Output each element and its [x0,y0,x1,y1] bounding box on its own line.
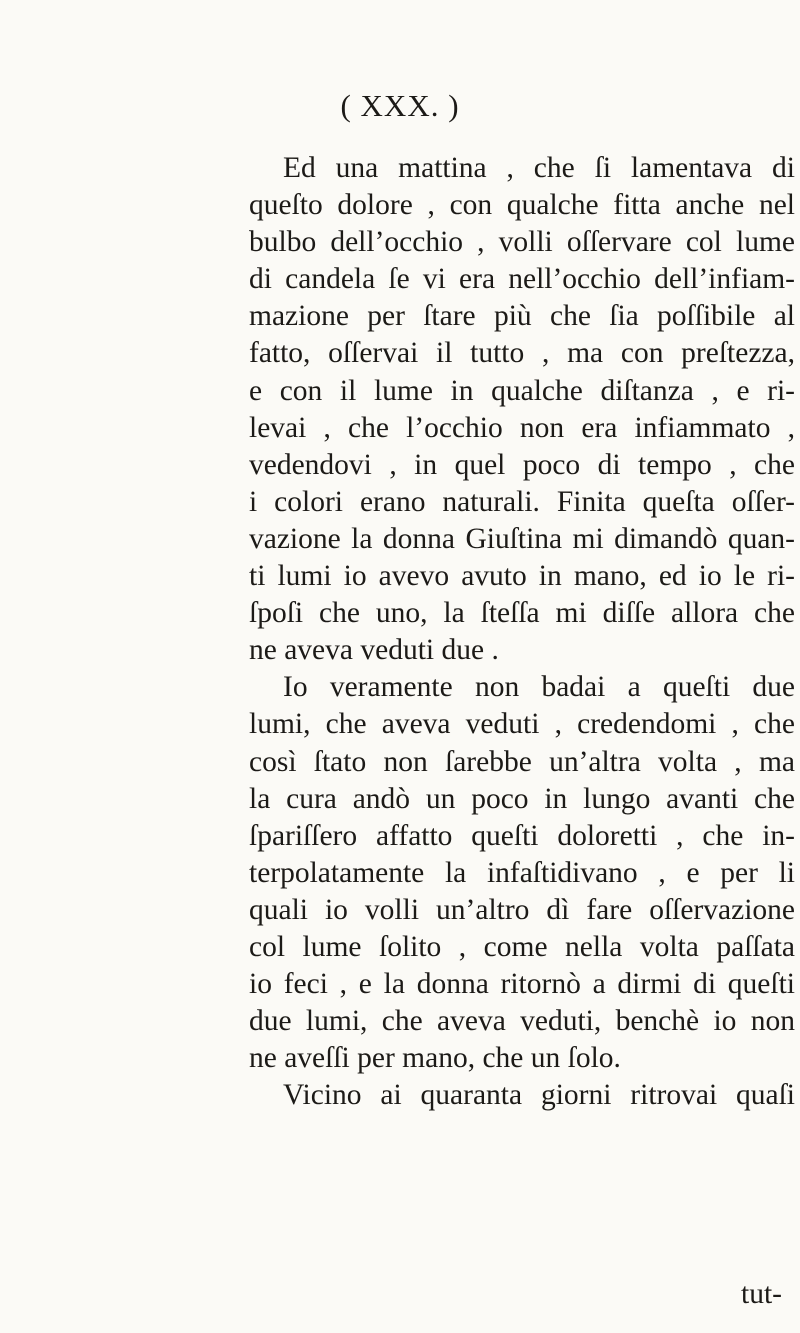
text-line: levai , che l’occhio non era infiammato , [249,411,795,444]
body-text [249,150,795,1114]
text-line: bulbo dell’occhio , volli oſſervare col lume [249,226,795,259]
text-line: terpolatamente la infaſtidivano , e per li [249,856,795,889]
text-line: col lume ſolito , come nella volta paſſata [249,930,795,963]
text-line: queſto dolore , con qualche fitta anche nel [249,189,795,222]
text-line: mazione per ſtare più che ſia poſſibile al [249,300,795,333]
text-line: ti lumi io avevo avuto in mano, ed io le ri- [249,560,795,593]
text-line: di candela ſe vi era nell’occhio dell’infiam- [249,263,795,296]
text-line: quali io volli un’altro dì fare oſſervazione [249,893,795,926]
text-line: così ſtato non ſarebbe un’altra volta , ma [249,745,795,778]
text-line: vazione la donna Giuſtina mi dimandò quan- [249,522,795,555]
text-line: due lumi, che aveva veduti, benchè io non [249,1005,795,1038]
text-line: ne aveva veduti due . [249,634,499,667]
text-line: Ed una mattina , che ſi lamentava di [283,152,795,184]
text-line: e con il lume in qualche diſtanza , e ri- [249,374,795,407]
text-line: lumi, che aveva veduti , credendomi , che [249,708,795,741]
text-line: ne aveſſi per mano, che un ſolo. [249,1042,621,1075]
text-line: Io veramente non badai a queſti due [283,671,795,704]
text-line: io feci , e la donna ritornò a dirmi di queſti [249,968,795,1001]
text-line: i colori erano naturali. Finita queſta oſſer- [249,485,795,518]
text-line: Vicino ai quaranta giorni ritrovai quaſi [283,1079,795,1112]
text-line: fatto, oſſervai il tutto , ma con preſtezza, [249,337,795,370]
text-line: la cura andò un poco in lungo avanti che [249,782,795,815]
text-line: ſpariſſero affatto queſti doloretti , che in- [249,819,795,852]
page-number: ( XXX. ) [340,88,460,123]
text-line: vedendovi , in quel poco di tempo , che [249,448,795,481]
catchword: tut- [741,1278,782,1310]
text-line: ſpoſi che uno, la ſteſſa mi diſſe allora che [249,597,795,630]
